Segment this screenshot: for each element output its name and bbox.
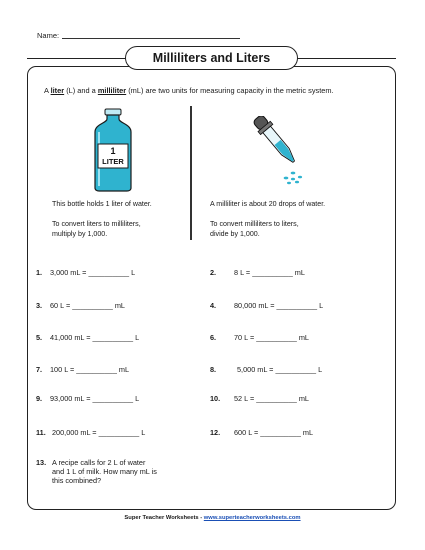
name-label: Name: bbox=[37, 31, 60, 40]
question-number: 10. bbox=[210, 394, 221, 403]
bottle-label-number: 1 bbox=[110, 146, 116, 156]
question-number: 1. bbox=[36, 268, 43, 277]
question-number: 5. bbox=[36, 333, 43, 342]
question-number: 6. bbox=[210, 333, 217, 342]
question-number: 4. bbox=[210, 301, 217, 310]
question-number: 9. bbox=[36, 394, 43, 403]
footer-separator: - bbox=[198, 515, 204, 521]
question-number: 11. bbox=[36, 428, 46, 437]
question-text: 8 L = __________ mL bbox=[234, 268, 305, 277]
question-text: 41,000 mL = __________ L bbox=[50, 333, 140, 342]
name-row bbox=[37, 30, 240, 40]
question-number: 2. bbox=[210, 268, 217, 277]
question-number: 12. bbox=[210, 428, 221, 437]
milliliter-term: milliliter bbox=[97, 86, 127, 95]
question-text: 3,000 mL = __________ L bbox=[50, 268, 136, 277]
intro-part-3: (mL) are two units for measuring capacity in the metric system. bbox=[126, 86, 334, 95]
footer-link[interactable]: www.superteacherworksheets.com bbox=[203, 515, 301, 521]
question-text: 93,000 mL = __________ L bbox=[50, 394, 140, 403]
question-number: 3. bbox=[36, 301, 43, 310]
milliliter-conversion-rule-2: divide by 1,000. bbox=[210, 230, 260, 238]
question-number: 13. bbox=[36, 458, 47, 467]
intro-text bbox=[44, 86, 374, 96]
intro-part-2: (L) and a bbox=[64, 86, 98, 95]
milliliter-fact: A milliliter is about 20 drops of water. bbox=[210, 200, 326, 208]
question-text: 80,000 mL = __________ L bbox=[234, 301, 324, 310]
question-number: 8. bbox=[210, 365, 217, 374]
word-problem-line-2: and 1 L of milk. How many mL is bbox=[52, 467, 157, 476]
liter-term: liter bbox=[50, 86, 65, 95]
footer-brand: Super Teacher Worksheets bbox=[124, 515, 199, 521]
bottle-label-unit: LITER bbox=[102, 157, 124, 166]
question-text: 100 L = __________ mL bbox=[50, 365, 130, 374]
question-text: 5,000 mL = __________ L bbox=[237, 365, 323, 374]
worksheet-frame bbox=[27, 66, 396, 510]
page-title: Milliliters and Liters bbox=[125, 46, 298, 70]
question-text: 200,000 mL = __________ L bbox=[52, 428, 146, 437]
question-text: 600 L = __________ mL bbox=[234, 428, 314, 437]
intro-part-1: A bbox=[44, 86, 51, 95]
question-number: 7. bbox=[36, 365, 43, 374]
question-text: 70 L = __________ mL bbox=[234, 333, 309, 342]
dropper-illustration bbox=[248, 116, 308, 186]
column-divider bbox=[190, 106, 192, 240]
footer bbox=[0, 515, 425, 521]
word-problem-line-3: this combined? bbox=[52, 476, 102, 485]
liter-conversion-rule-1: To convert liters to milliliters, bbox=[52, 220, 141, 228]
question-text: 52 L = __________ mL bbox=[234, 394, 309, 403]
liter-bottle-illustration bbox=[92, 108, 134, 192]
milliliter-conversion-rule-1: To convert milliliters to liters, bbox=[210, 220, 299, 228]
question-text: 60 L = __________ mL bbox=[50, 301, 125, 310]
name-field[interactable] bbox=[62, 30, 240, 39]
liter-fact: This bottle holds 1 liter of water. bbox=[52, 200, 152, 208]
word-problem-line-1: A recipe calls for 2 L of water bbox=[52, 458, 146, 467]
liter-conversion-rule-2: multiply by 1,000. bbox=[52, 230, 108, 238]
